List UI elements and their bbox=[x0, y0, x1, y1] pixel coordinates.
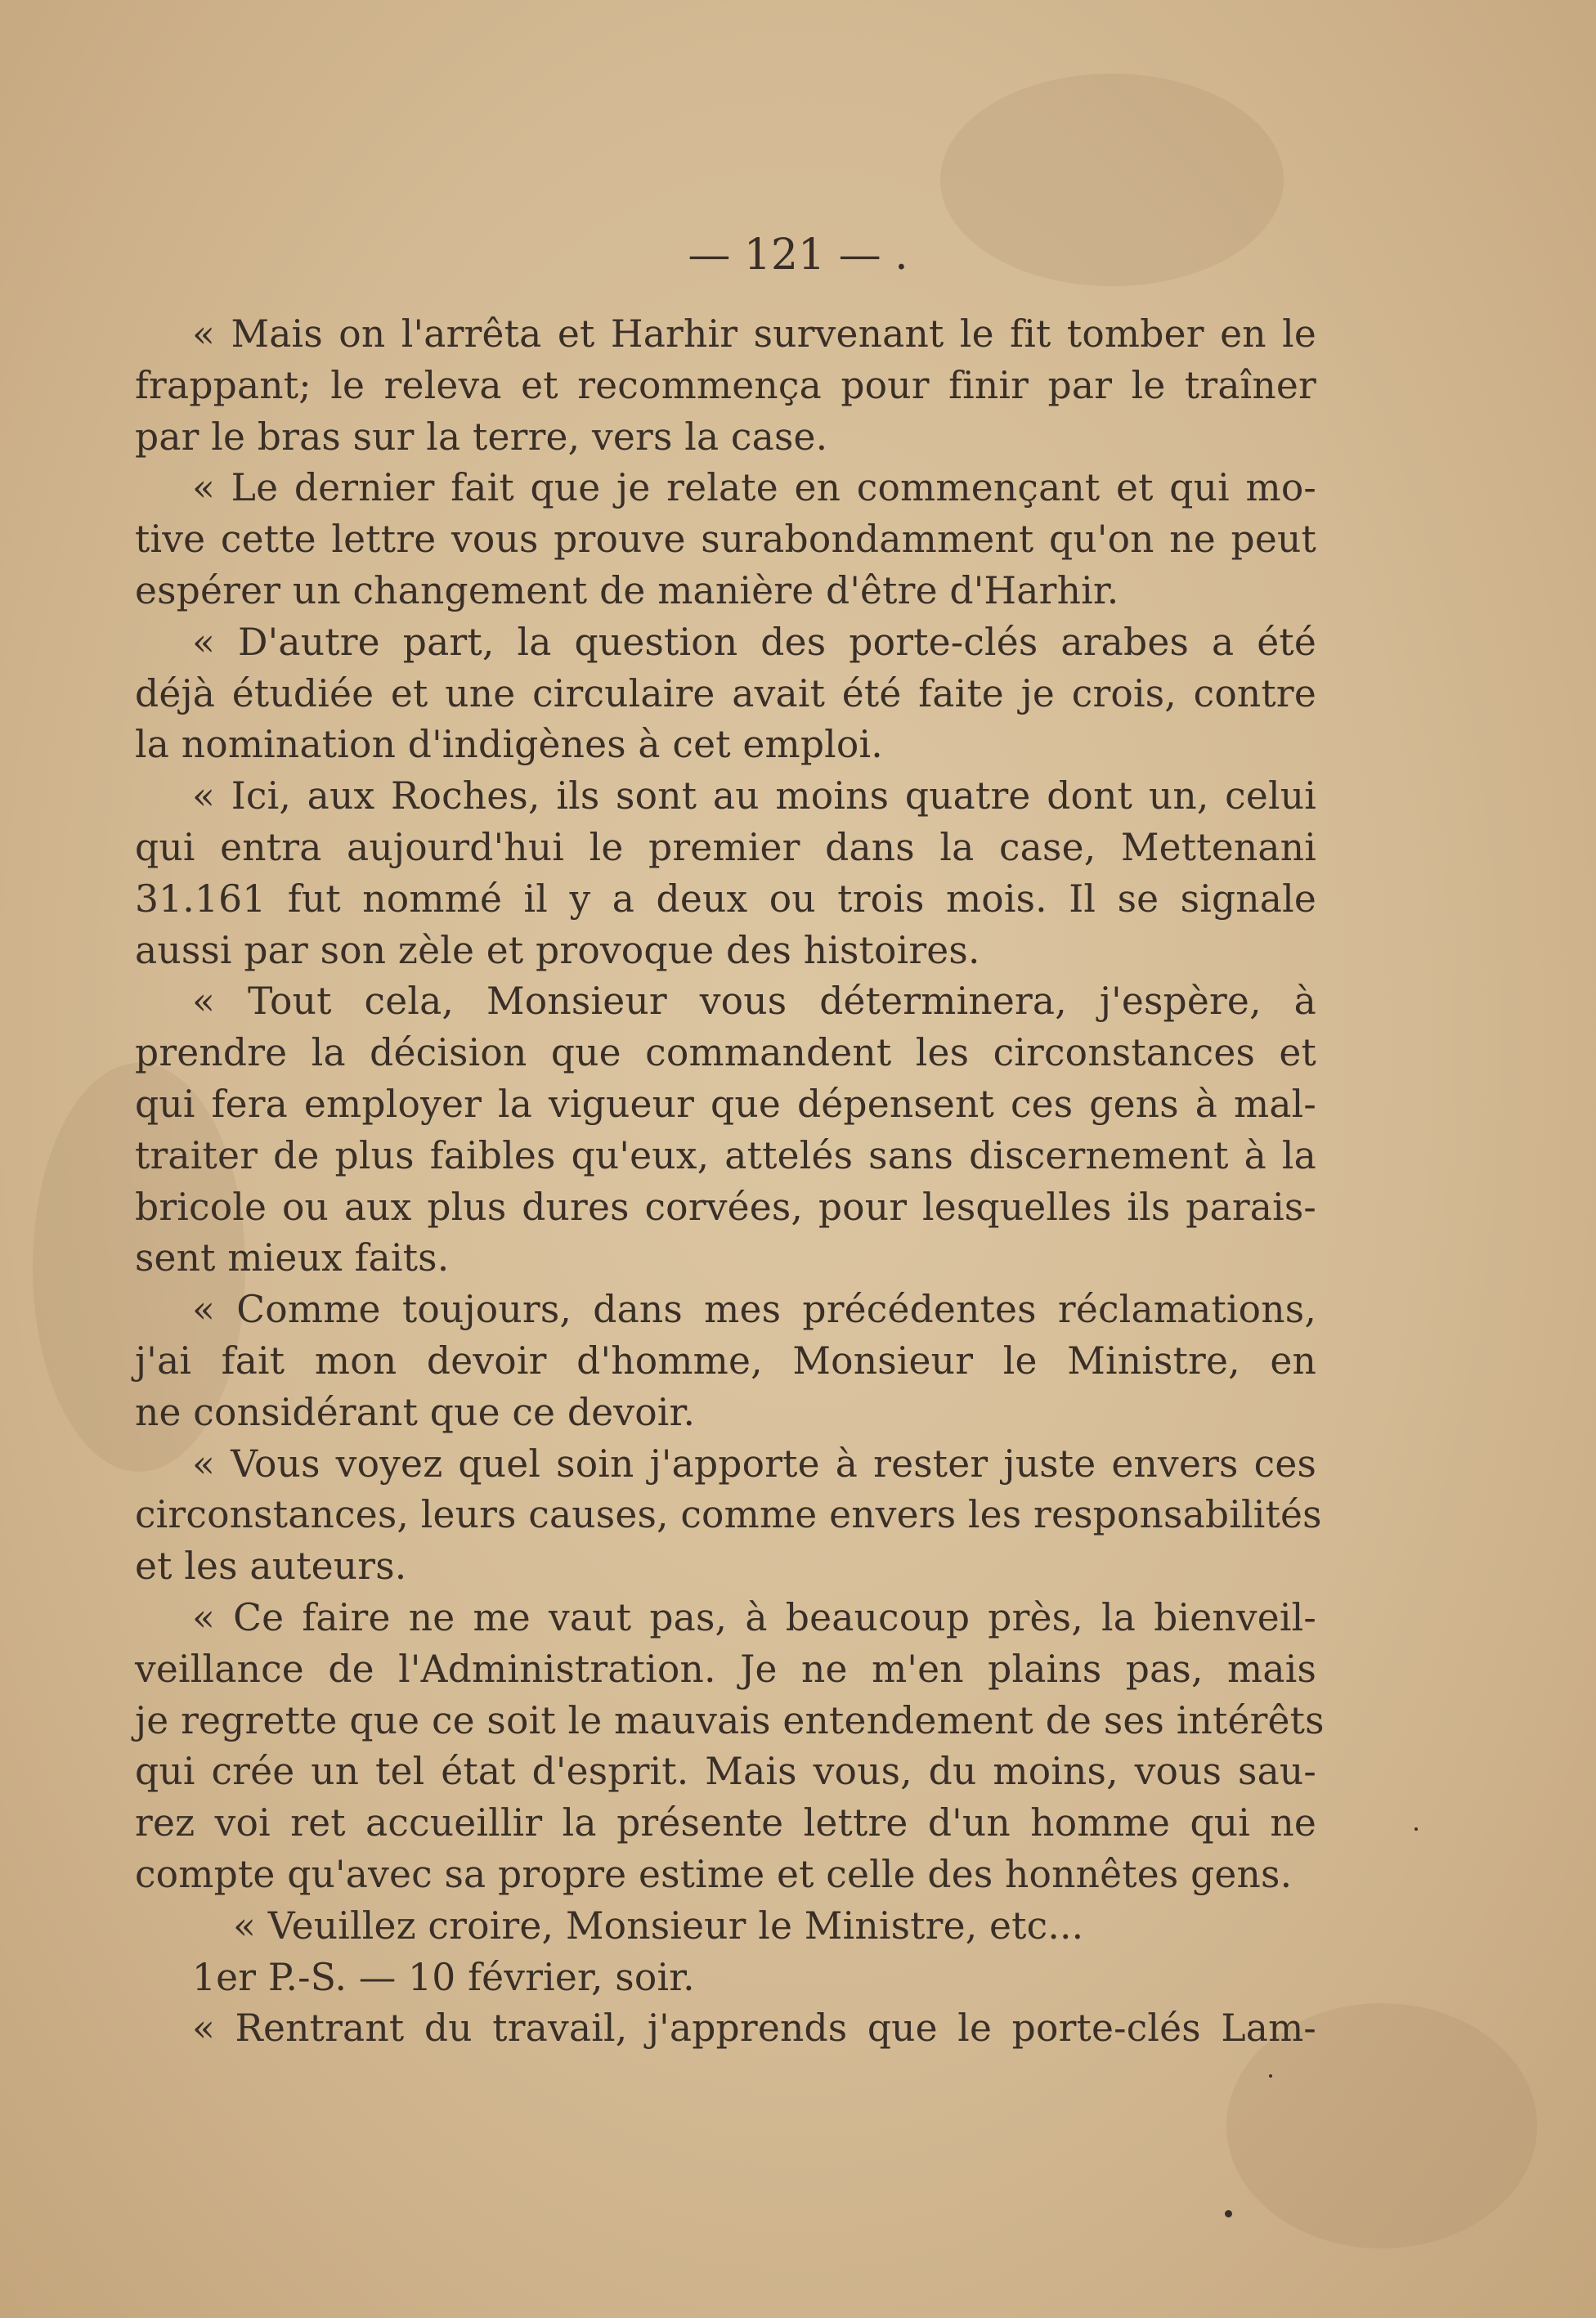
text-line: déjà étudiée et une circulaire avait été faite je crois, contre bbox=[135, 671, 1316, 715]
text-line: « Rentrant du travail, j'apprends que le porte-clés Lam- bbox=[192, 2006, 1316, 2051]
text-line: « Veuillez croire, Monsieur le Ministre, etc... bbox=[233, 1903, 1084, 1948]
text-line: veillance de l'Administration. Je ne m'en plains pas, mais bbox=[135, 1647, 1316, 1691]
text-line: tive cette lettre vous prouve surabondamment qu'on ne peut bbox=[135, 518, 1316, 562]
text-line: « Vous voyez quel soin j'apporte à rester juste envers ces bbox=[192, 1441, 1316, 1486]
text-line: qui fera employer la vigueur que dépensent ces gens à mal- bbox=[135, 1082, 1316, 1126]
text-line: « Le dernier fait que je relate en commençant et qui mo- bbox=[192, 466, 1316, 510]
text-line: rez voi ret accueillir la présente lettre d'un homme qui ne bbox=[135, 1801, 1316, 1845]
text-line: j'ai fait mon devoir d'homme, Monsieur le Ministre, en bbox=[135, 1338, 1316, 1383]
text-line: « D'autre part, la question des porte-clés arabes a été bbox=[192, 620, 1316, 664]
text-line: circonstances, leurs causes, comme envers les responsabilités bbox=[135, 1493, 1322, 1537]
ink-speck bbox=[1225, 2210, 1232, 2217]
text-line: prendre la décision que commandent les circonstances et bbox=[135, 1031, 1316, 1075]
text-line: 31.161 fut nommé il y a deux ou trois mois. Il se signale bbox=[135, 877, 1316, 921]
body-text bbox=[135, 309, 1325, 2055]
ink-speck bbox=[1269, 2074, 1272, 2078]
text-line: je regrette que ce soit le mauvais entendement de ses intérêts bbox=[135, 1698, 1325, 1742]
text-line: compte qu'avec sa propre estime et celle des honnêtes gens. bbox=[135, 1852, 1293, 1896]
text-line: qui crée un tel état d'esprit. Mais vous, du moins, vous sau- bbox=[135, 1750, 1316, 1794]
text-line: sent mieux faits. bbox=[135, 1236, 450, 1280]
text-line: et les auteurs. bbox=[135, 1545, 407, 1589]
text-line: par le bras sur la terre, vers la case. bbox=[135, 415, 828, 459]
text-line: la nomination d'indigènes à cet emploi. bbox=[135, 723, 883, 767]
text-line: « Ici, aux Roches, ils sont au moins quatre dont un, celui bbox=[192, 774, 1316, 818]
text-line: « Ce faire ne me vaut pas, à beaucoup près, la bienveil- bbox=[192, 1595, 1316, 1639]
text-line: espérer un changement de manière d'être d'Harhir. bbox=[135, 568, 1119, 612]
page-number: — 121 — . bbox=[688, 231, 908, 280]
text-line: « Comme toujours, dans mes précédentes réclamations, bbox=[192, 1288, 1316, 1332]
text-line: qui entra aujourd'hui le premier dans la case, Mettenani bbox=[135, 825, 1316, 869]
text-line: « Tout cela, Monsieur vous déterminera, j'espère, à bbox=[192, 980, 1316, 1024]
text-line: aussi par son zèle et provoque des histoires. bbox=[135, 928, 980, 972]
text-line: bricole ou aux plus dures corvées, pour lesquelles ils parais- bbox=[135, 1185, 1316, 1229]
text-line: 1er P.-S. — 10 février, soir. bbox=[192, 1955, 695, 1999]
text-line: frappant; le releva et recommença pour finir par le traîner bbox=[135, 363, 1316, 407]
text-line: « Mais on l'arrêta et Harhir survenant le fit tomber en le bbox=[192, 312, 1316, 356]
ink-speck bbox=[1414, 1827, 1418, 1831]
text-line: traiter de plus faibles qu'eux, attelés sans discernement à la bbox=[135, 1133, 1316, 1177]
text-line: ne considérant que ce devoir. bbox=[135, 1390, 696, 1434]
